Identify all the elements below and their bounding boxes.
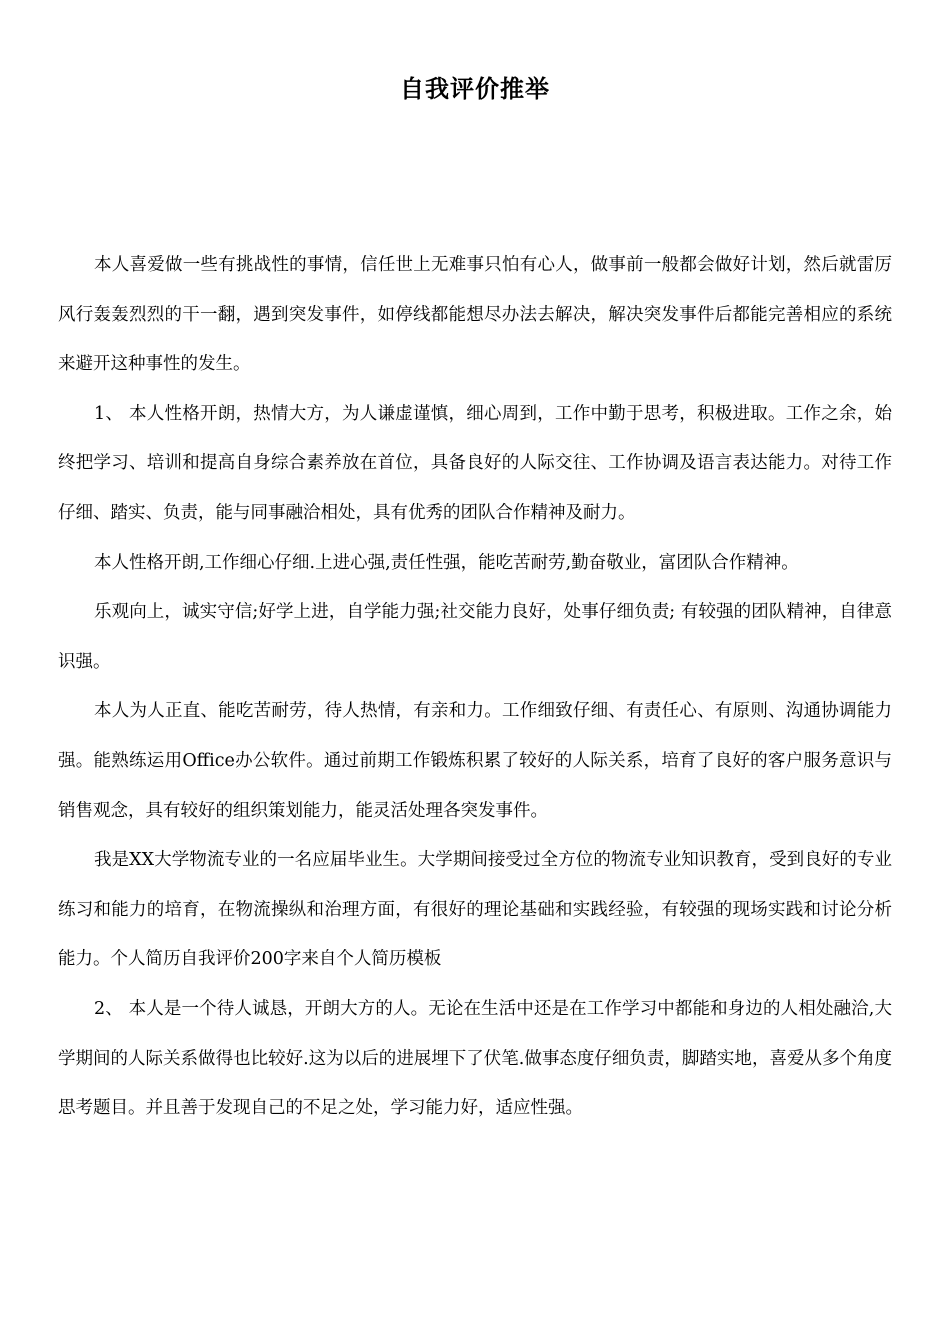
paragraph-intro: 本人喜爱做一些有挑战性的事情，信任世上无难事只怕有心人，做事前一般都会做好计划，然后就雷厉风行轰轰烈烈的干一翻，遇到突发事件，如停线都能想尽办法去解决，解决突发事件后都能完善相应的系统来避开这种事性的发生。 — [58, 255, 892, 375]
paragraph-personality: 本人性格开朗,工作细心仔细.上进心强,责任性强，能吃苦耐劳,勤奋敬业，富团队合作精神。 — [94, 552, 799, 573]
paragraph-graduate: 我是XX大学物流专业的一名应届毕业生。大学期间接受过全方位的物流专业知识教育，受到良好的专业练习和能力的培育，在物流操纵和治理方面，有很好的理论基础和实践经验，有较强的现场实践和讨论分析能力。个人简历自我评价200字来自个人简历模板 — [58, 850, 892, 970]
paragraph-integrity: 本人为人正直、能吃苦耐劳，待人热情，有亲和力。工作细致仔细、有责任心、有原则、沟通协调能力强。能熟练运用Office办公软件。通过前期工作锻炼积累了较好的人际关系，培育了良好的客户服务意识与销售观念，具有较好的组织策划能力，能灵活处理各突发事件。 — [58, 701, 892, 821]
document-title: 自我评价推举 — [400, 75, 550, 103]
paragraph-optimism: 乐观向上，诚实守信;好学上进，自学能力强;社交能力良好，处事仔细负责; 有较强的团队精神，自律意识强。 — [58, 602, 892, 672]
document-body — [58, 241, 892, 1134]
paragraph-item-2: 2、 本人是一个待人诚恳，开朗大方的人。无论在生活中还是在工作学习中都能和身边的人相处融洽,大学期间的人际关系做得也比较好.这为以后的进展埋下了伏笔.做事态度仔细负责，脚踏实地，喜爱从多个角度思考题目。并且善于发现自己的不足之处，学习能力好，适应性强。 — [58, 998, 892, 1119]
paragraph-item-1: 1、 本人性格开朗，热情大方，为人谦虚谨慎，细心周到，工作中勤于思考，积极进取。工作之余，始终把学习、培训和提高自身综合素养放在首位，具备良好的人际交往、工作协调及语言表达能力。对待工作仔细、踏实、负责，能与同事融洽相处，具有优秀的团队合作精神及耐力。 — [58, 403, 892, 523]
